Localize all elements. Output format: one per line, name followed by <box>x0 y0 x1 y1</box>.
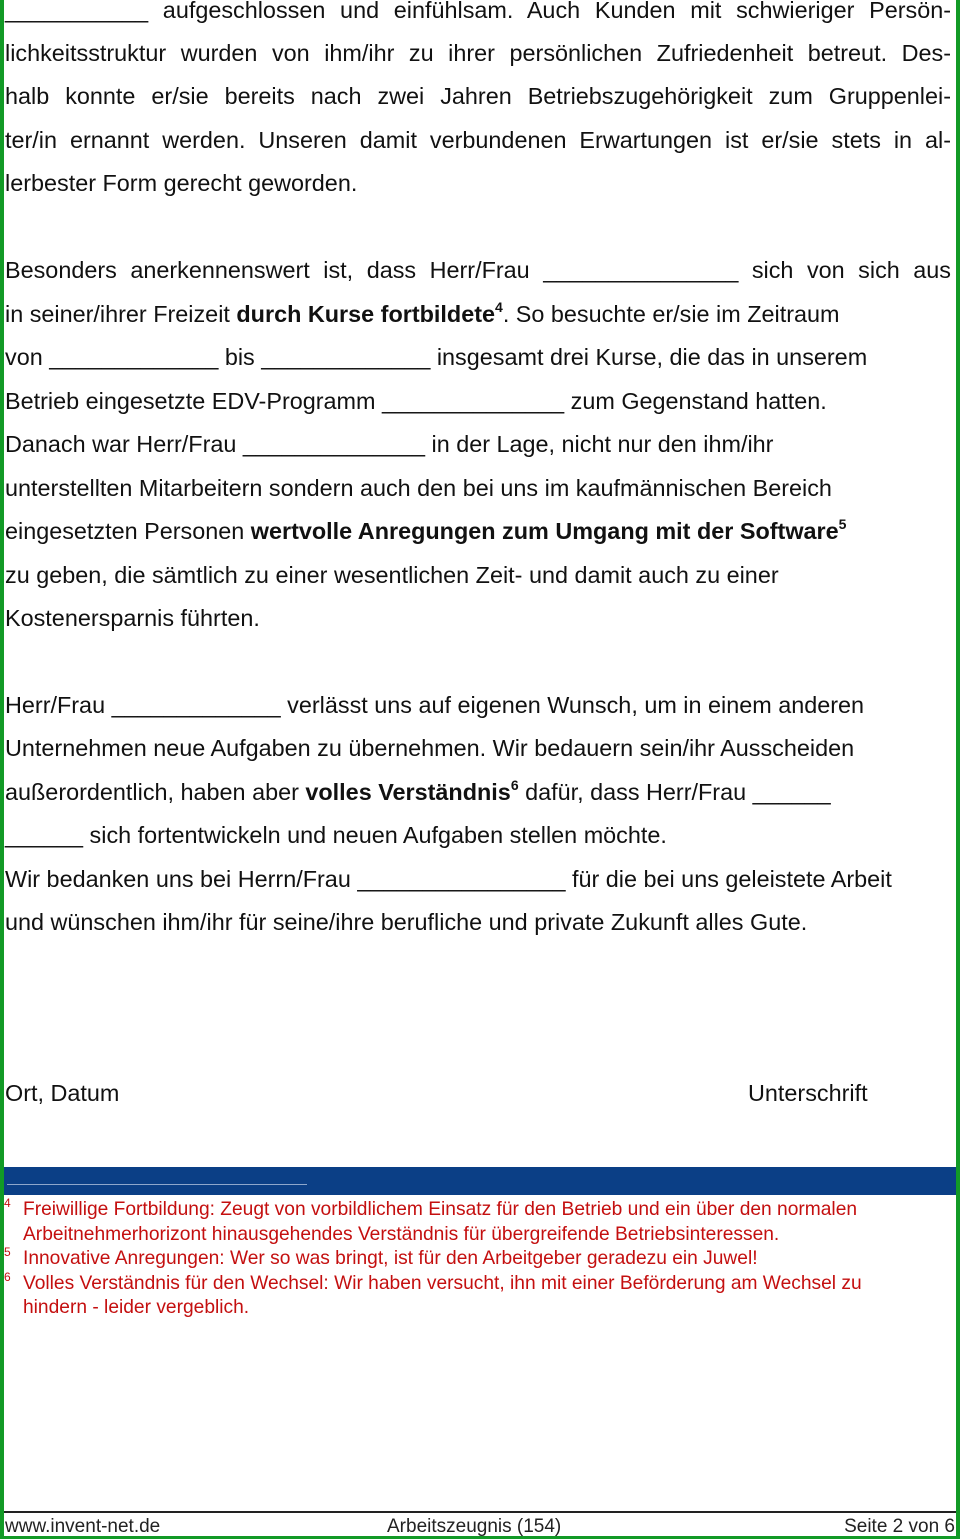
body-line: halb konnte er/sie bereits nach zwei Jahren Betriebszugehörigkeit zum Gruppenlei- <box>5 83 951 109</box>
footnote-text: Innovative Anregungen: Wer so was bringt, ist für den Arbeitgeber geradezu ein Juwel! <box>23 1248 758 1269</box>
footnote-rule <box>7 1184 307 1185</box>
body-line: in seiner/ihrer Freizeit durch Kurse fortbildete$^4$. So besuchte er/sie im Zeitraum <box>5 299 840 327</box>
body-line: lerbester Form gerecht geworden. <box>5 170 358 196</box>
place-date-label: Ort, Datum <box>5 1080 120 1106</box>
signature-label: Unterschrift <box>748 1080 868 1106</box>
body-line: Kostenersparnis führten. <box>5 605 260 631</box>
footnote-item <box>4 1269 954 1321</box>
footnote-item <box>4 1247 954 1272</box>
body-line: von _____________ bis _____________ insgesamt drei Kurse, die das in unserem <box>5 344 868 370</box>
body-line: zu geben, die sämtlich zu einer wesentlichen Zeit- und damit auch zu einer <box>5 562 779 588</box>
body-line: Wir bedanken uns bei Herrn/Frau ________________ für die bei uns geleistete Arbeit <box>5 866 892 892</box>
footnote-number: 5 <box>4 1245 11 1259</box>
body-line: ______ sich fortentwickeln und neuen Aufgaben stellen möchte. <box>5 822 667 848</box>
footnote-number: 6 <box>4 1269 11 1284</box>
body-line: ___________ aufgeschlossen und einfühlsam. Auch Kunden mit schwieriger Persön- <box>5 0 951 23</box>
footer-website-link[interactable]: www.invent-net.de <box>5 1516 161 1537</box>
footnote-ref: 6 <box>510 777 519 793</box>
footer-rule <box>4 1511 956 1513</box>
body-line: Unternehmen neue Aufgaben zu übernehmen. Wir bedauern sein/ihr Ausscheiden <box>5 735 855 761</box>
footnote-text: Volles Verständnis für den Wechsel: Wir haben versucht, ihn mit einer Beförderung am Wechsel zu <box>23 1272 862 1294</box>
body-line: und wünschen ihm/ihr für seine/ihre berufliche und private Zukunft alles Gute. <box>5 909 808 935</box>
footnote-ref: 4 <box>495 299 503 315</box>
body-line: ter/in ernannt werden. Unseren damit verbundenen Erwartungen ist er/sie stets in al- <box>5 127 951 153</box>
footnotes <box>4 1198 954 1321</box>
footer-doc-title: Arbeitszeugnis (154) <box>387 1516 562 1537</box>
body-line: Herr/Frau _____________ verlässt uns auf eigenen Wunsch, um in einem anderen <box>5 692 865 718</box>
footnote-text: Arbeitnehmerhorizont hinausgehendes Verständnis für übergreifende Betriebsinteressen. <box>23 1223 780 1245</box>
body-line: eingesetzten Personen wertvolle Anregungen zum Umgang mit der Software$^5$ <box>5 516 847 544</box>
footnote-ref: 5 <box>838 516 847 532</box>
body-line: Besonders anerkennenswert ist, dass Herr/Frau _______________ sich von sich aus <box>5 257 951 283</box>
page-footer <box>5 1514 955 1538</box>
footer-page-number: Seite 2 von 6 <box>844 1516 955 1537</box>
body-line: lichkeitsstruktur wurden von ihm/ihr zu ihrer persönlichen Zufriedenheit betreut. Des- <box>5 40 951 66</box>
footnote-number: 4 <box>4 1196 11 1210</box>
emphasis-text: durch Kurse fortbildete <box>236 301 496 327</box>
body-line: außerordentlich, haben aber volles Verständnis$^6$ dafür, dass Herr/Frau ______ <box>5 777 831 805</box>
body-line: Danach war Herr/Frau ______________ in der Lage, nicht nur den ihm/ihr <box>5 431 774 457</box>
footnote-text: Freiwillige Fortbildung: Zeugt von vorbildlichem Einsatz für den Betrieb und ein über den normalen <box>23 1199 858 1220</box>
emphasis-text: volles Verständnis <box>305 779 511 805</box>
body-line: unterstellten Mitarbeitern sondern auch den bei uns im kaufmännischen Bereich <box>5 475 832 501</box>
separator-bar <box>4 1167 956 1195</box>
emphasis-text: wertvolle Anregungen zum Umgang mit der Software <box>250 518 839 544</box>
footnote-item <box>4 1198 954 1247</box>
body-line: Betrieb eingesetzte EDV-Programm ______________ zum Gegenstand hatten. <box>5 388 827 414</box>
footnote-text: hindern - leider vergeblich. <box>23 1297 250 1318</box>
